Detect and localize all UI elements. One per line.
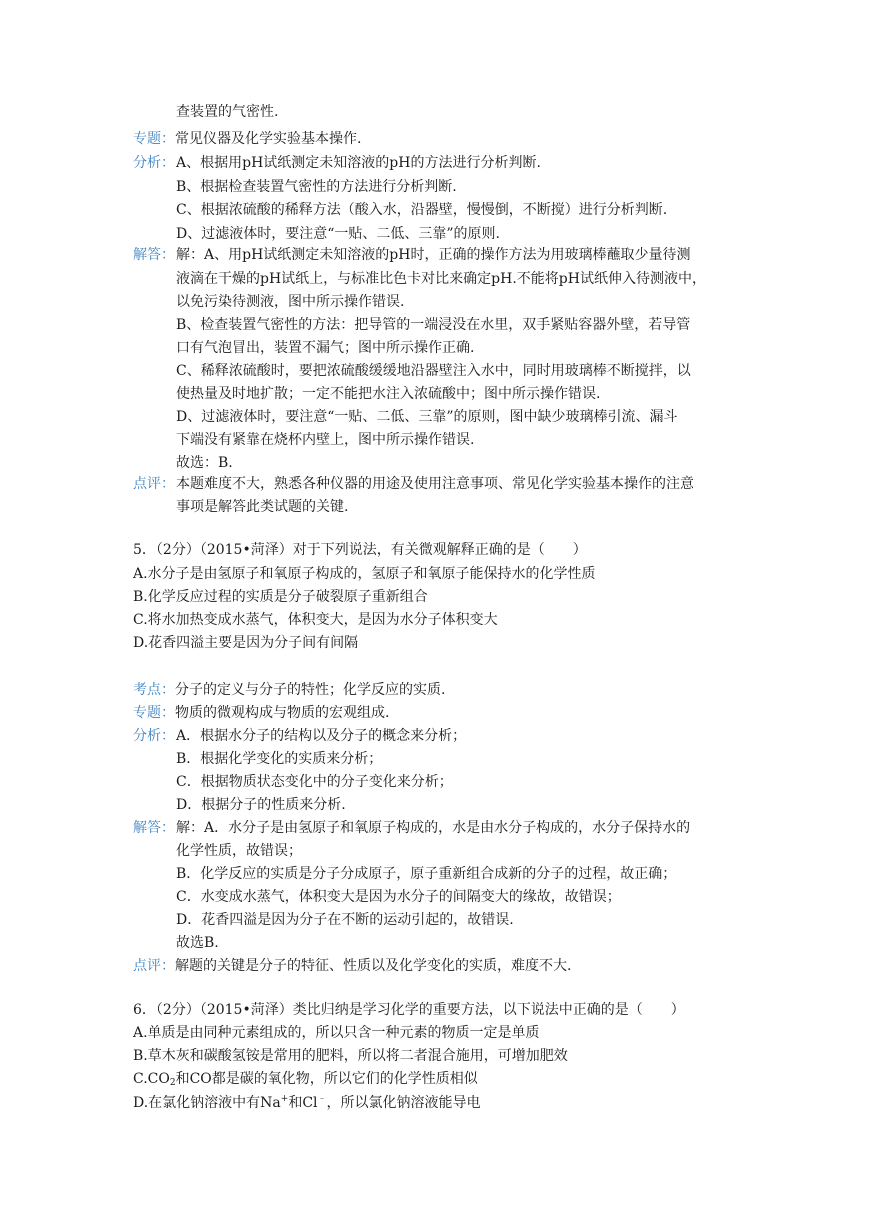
topic-line: 专题：常见仪器及化学实验基本操作. (133, 131, 362, 147)
text-line: 事项是解答此类试题的关键. (176, 499, 349, 515)
comment-label: 点评： (133, 476, 175, 492)
text-line: 解：A、用pH试纸测定未知溶液的pH时，正确的操作方法为用玻璃棒蘸取少量待测 (176, 247, 691, 263)
question-6-stem: 6．（2分）（2015•菏泽）类比归纳是学习化学的重要方法，以下说法中正确的是（ ） (133, 1002, 685, 1018)
text-line: A．根据水分子的结构以及分子的概念来分析； (176, 728, 467, 744)
option-b: B.草木灰和碳酸氢铵是常用的肥料，所以将二者混合施用，可增加肥效 (133, 1048, 568, 1064)
text-line: 本题难度不大，熟悉各种仪器的用途及使用注意事项、常见化学实验基本操作的注意 (176, 476, 694, 492)
analysis-label: 分析： (133, 728, 175, 744)
text-line: B．化学反应的实质是分子分成原子，原子重新组合成新的分子的过程，故正确； (176, 866, 677, 882)
option-d: D.花香四溢主要是因为分子间有间隔 (133, 635, 359, 651)
text-line: 故选：B. (176, 455, 233, 471)
comment-label: 点评： (133, 958, 175, 974)
topic-label: 专题： (133, 705, 175, 721)
text-line: D．花香四溢是因为分子在不断的运动引起的，故错误. (176, 912, 514, 928)
answer-label-line (133, 818, 175, 838)
topic-label: 专题： (133, 131, 175, 147)
text-line: C．水变成水蒸气，体积变大是因为水分子的间隔变大的缘故，故错误； (176, 889, 621, 905)
text-line: 以免污染待测液，图中所示操作错误. (176, 294, 405, 310)
topic-line: 专题：物质的微观构成与物质的宏观组成. (133, 705, 390, 721)
analysis-label-line (133, 153, 175, 173)
text-line: A、根据用pH试纸测定未知溶液的pH的方法进行分析判断. (176, 155, 541, 171)
answer-label-line (133, 245, 175, 265)
text-line: 查装置的气密性. (176, 104, 279, 120)
text-line: 故选B. (176, 935, 219, 951)
text-line: 化学性质，故错误； (176, 843, 302, 859)
analysis-label-line (133, 726, 175, 746)
option-b: B.化学反应过程的实质是分子破裂原子重新组合 (133, 589, 428, 605)
analysis-label: 分析： (133, 155, 175, 171)
text-line: 下端没有紧靠在烧杯内壁上，图中所示操作错误. (176, 432, 475, 448)
option-c: $C.CO_2$和CO都是碳的氧化物，所以它们的化学性质相似 (133, 1071, 478, 1088)
text-line: 口有气泡冒出，装置不漏气；图中所示操作正确. (176, 340, 475, 356)
text-line: D、过滤液体时，要注意“一贴、二低、三靠”的原则. (176, 226, 500, 242)
answer-label: 解答： (133, 820, 175, 836)
text-line: 使热量及时地扩散；一定不能把水注入浓硫酸中；图中所示操作错误. (176, 386, 601, 402)
text-line: B．根据化学变化的实质来分析； (176, 751, 383, 767)
text-line: D．根据分子的性质来分析. (176, 797, 346, 813)
text-line: D、过滤液体时，要注意“一贴、二低、三靠”的原则，图中缺少玻璃棒引流、漏斗 (176, 409, 678, 425)
comment-line: 点评：解题的关键是分子的特征、性质以及化学变化的实质，难度不大. (133, 958, 572, 974)
text-line: B、根据检查装置气密性的方法进行分析判断. (176, 179, 457, 195)
text-line: C、根据浓硫酸的稀释方法（酸入水，沿器壁，慢慢倒，不断搅）进行分析判断. (176, 202, 668, 218)
subscript: 2 (169, 1078, 176, 1088)
question-5-stem: 5．（2分）（2015•菏泽）对于下列说法，有关微观解释正确的是（ ） (133, 542, 587, 558)
text-line: 液滴在干燥的pH试纸上，与标准比色卡对比来确定pH.不能将pH试纸伸入待测液中， (176, 271, 706, 287)
text-line: C、稀释浓硫酸时，要把浓硫酸缓缓地沿器壁注入水中，同时用玻璃棒不断搅拌，以 (176, 363, 691, 379)
text-line: C．根据物质状态变化中的分子变化来分析； (176, 774, 453, 790)
comment-label-line (133, 474, 175, 494)
answer-label: 解答： (133, 247, 175, 263)
point-label: 考点： (133, 682, 175, 698)
option-c: C.将水加热变成水蒸气，体积变大，是因为水分子体积变大 (133, 612, 498, 628)
superscript: + (280, 1094, 289, 1104)
option-d: D.在氯化钠溶液中有Na+和Cl﹣，所以氯化钠溶液能导电 (133, 1094, 481, 1111)
superscript: ﹣ (317, 1094, 327, 1104)
option-a: A.水分子是由氢原子和氧原子构成的，氢原子和氧原子能保持水的化学性质 (133, 566, 596, 582)
option-a: A.单质是由同种元素组成的，所以只含一种元素的物质一定是单质 (133, 1025, 540, 1041)
point-line: 考点：分子的定义与分子的特性；化学反应的实质. (133, 682, 446, 698)
text-line: B、检查装置气密性的方法：把导管的一端浸没在水里，双手紧贴容器外壁，若导管 (176, 317, 691, 333)
text-line: 解：A．水分子是由氢原子和氧原子构成的，水是由水分子构成的，水分子保持水的 (176, 820, 691, 836)
